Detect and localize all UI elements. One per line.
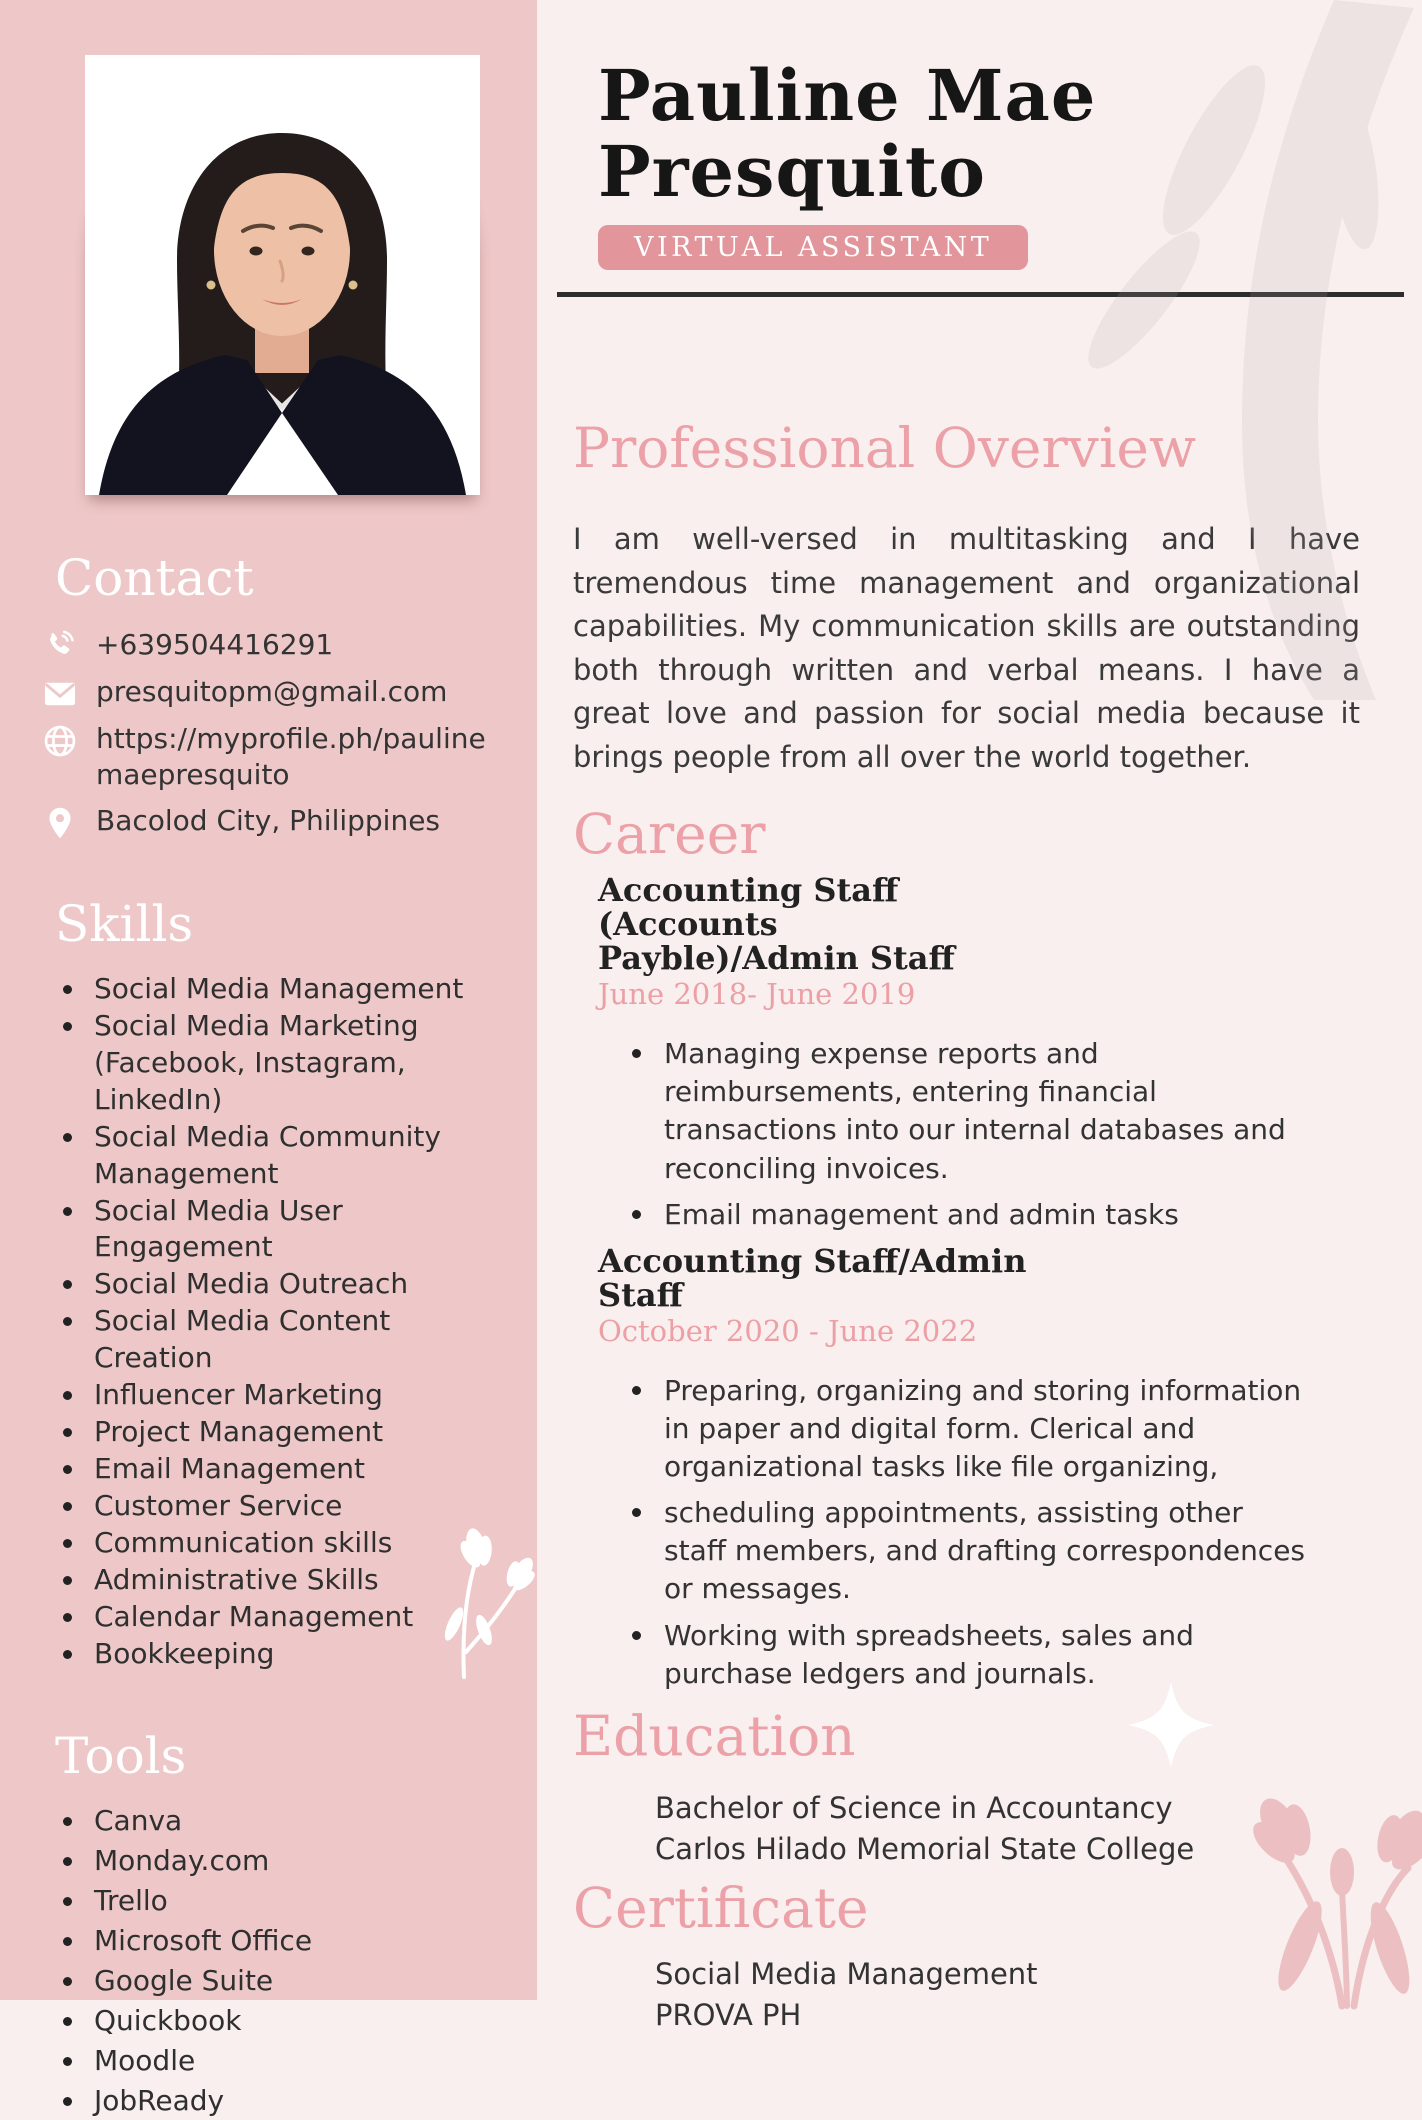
skill-item: Bookkeeping bbox=[60, 1636, 517, 1673]
overview-heading: Professional Overview bbox=[573, 416, 1197, 481]
education-school: Carlos Hilado Memorial State College bbox=[655, 1831, 1195, 1866]
skill-item: Social Media Community Management bbox=[60, 1119, 517, 1193]
contact-location: Bacolod City, Philippines bbox=[96, 803, 441, 837]
tool-item: JobReady bbox=[60, 2083, 517, 2120]
contact-website: https://myprofile.ph/paulinemaepresquito bbox=[96, 722, 486, 792]
tool-item: Trello bbox=[60, 1883, 517, 1920]
tool-item: Google Suite bbox=[60, 1963, 517, 2000]
job-dates: June 2018- June 2019 bbox=[598, 977, 916, 1012]
role-badge: VIRTUAL ASSISTANT bbox=[598, 225, 1028, 270]
contact-heading: Contact bbox=[55, 549, 254, 607]
overview-text: I am well-versed in multitasking and I have tremendous time management and organizational capabilities. My communication skills are outstanding both through written and verbal means. I have a great love and passion for social media because it brings people from all over the world together. bbox=[573, 522, 1360, 774]
job-entry-2 bbox=[598, 1241, 1360, 1693]
education-details bbox=[655, 1788, 1360, 1869]
tools-heading: Tools bbox=[55, 1726, 187, 1785]
job-bullet: Managing expense reports and reimbursements, entering financial transactions into our internal databases and reconciling invoices. bbox=[628, 1035, 1309, 1187]
skill-item: Calendar Management bbox=[60, 1599, 517, 1636]
job-bullet: Email management and admin tasks bbox=[628, 1196, 1309, 1234]
job-title: Accounting Staff/Admin Staff bbox=[598, 1241, 1027, 1314]
skills-heading: Skills bbox=[55, 894, 194, 953]
certificate-heading: Certificate bbox=[573, 1876, 869, 1941]
tool-item: Quickbook bbox=[60, 2003, 517, 2040]
job-bullet: Preparing, organizing and storing information in paper and digital form. Clerical and organizational tasks like file organizing, bbox=[628, 1372, 1309, 1486]
skill-item: Communication skills bbox=[60, 1525, 517, 1562]
name-line-2: Presquito bbox=[598, 129, 986, 213]
tool-item: Microsoft Office bbox=[60, 1923, 517, 1960]
contact-email: presquitopm@gmail.com bbox=[96, 675, 448, 708]
job-bullet-list bbox=[628, 1035, 1360, 1233]
name-line-1: Pauline Mae bbox=[598, 54, 1097, 137]
portrait-illustration bbox=[85, 55, 480, 495]
page-title bbox=[598, 54, 1360, 213]
sidebar bbox=[0, 0, 537, 2117]
skill-item: Social Media User Engagement bbox=[60, 1193, 517, 1267]
tool-item: Canva bbox=[60, 1803, 517, 1840]
certificate-issuer: PROVA PH bbox=[655, 1997, 802, 2032]
skill-item: Social Media Outreach bbox=[60, 1266, 517, 1303]
job-bullet: scheduling appointments, assisting other staff members, and drafting correspondences or messages. bbox=[628, 1494, 1309, 1608]
education-heading: Education bbox=[573, 1703, 856, 1768]
location-pin-icon bbox=[42, 805, 78, 841]
certificate-details bbox=[655, 1954, 1360, 2035]
skill-item: Social Media Content Creation bbox=[60, 1303, 517, 1377]
contact-phone: +639504416291 bbox=[96, 628, 334, 661]
mail-icon bbox=[42, 676, 78, 712]
contact-row-location bbox=[42, 803, 495, 841]
tool-item: Monday.com bbox=[60, 1843, 517, 1880]
job-entry-1 bbox=[598, 870, 1360, 1234]
skills-list bbox=[60, 971, 517, 1673]
skill-item: Administrative Skills bbox=[60, 1562, 517, 1599]
education-degree: Bachelor of Science in Accountancy bbox=[655, 1790, 1173, 1825]
job-dates: October 2020 - June 2022 bbox=[598, 1314, 978, 1349]
certificate-title: Social Media Management bbox=[655, 1957, 1038, 1992]
contact-row-email bbox=[42, 674, 495, 712]
contact-list bbox=[42, 627, 495, 841]
globe-icon bbox=[42, 723, 78, 759]
skill-item: Email Management bbox=[60, 1451, 517, 1488]
career-heading: Career bbox=[573, 802, 766, 867]
phone-icon bbox=[42, 629, 78, 665]
skill-item: Social Media Management bbox=[60, 971, 517, 1008]
skill-item: Project Management bbox=[60, 1414, 517, 1451]
job-title: Accounting Staff (Accounts Payble)/Admin Staff bbox=[598, 870, 955, 978]
main-column bbox=[537, 0, 1414, 2032]
job-bullet-list bbox=[628, 1372, 1360, 1693]
profile-photo bbox=[85, 55, 480, 495]
job-bullet: Working with spreadsheets, sales and purchase ledgers and journals. bbox=[628, 1617, 1309, 1693]
skill-item: Social Media Marketing (Facebook, Instagram, LinkedIn) bbox=[60, 1008, 517, 1119]
skill-item: Influencer Marketing bbox=[60, 1377, 517, 1414]
skill-item: Customer Service bbox=[60, 1488, 517, 1525]
contact-row-phone bbox=[42, 627, 495, 665]
tools-list bbox=[60, 1803, 517, 2120]
tool-item: Moodle bbox=[60, 2043, 517, 2080]
divider-line bbox=[557, 292, 1404, 297]
contact-row-website bbox=[42, 721, 495, 794]
